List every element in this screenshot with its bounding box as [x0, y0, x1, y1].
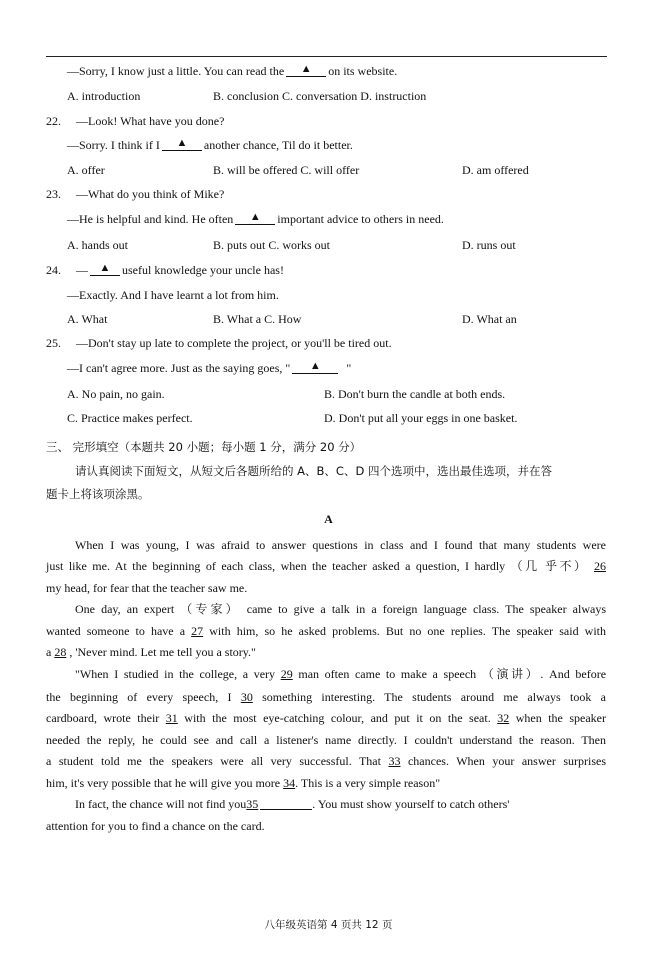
page-footer: 八年级英语第 4 页共 12 页	[264, 919, 393, 931]
q22-option-a: A. offer	[67, 163, 105, 177]
passage-p4-line2: attention for you to find a chance on the card.	[46, 819, 265, 833]
passage-p2-line3: a 28 , 'Never mind. Let me tell you a story."	[46, 645, 256, 659]
q25-line2: —I can't agree more. Just as the saying goes, " ▲ "	[67, 360, 352, 375]
blank-underline	[260, 797, 312, 810]
blank-number-29: 29	[280, 667, 293, 681]
q22-line1: —Look! What have you done?	[76, 114, 225, 128]
passage-p3-line4: needed the reply, he could see and call a listener's name directly. I couldn't understand the reason. Then	[46, 733, 606, 747]
q21-option-bcd: B. conclusion C. conversation D. instruction	[213, 89, 427, 103]
blank-number-33: 33	[388, 754, 401, 768]
passage-p3-line5: a student told me the speakers were all very successful. That 33 chances. When your answer surprises	[46, 754, 607, 768]
q24-option-d: D. What an	[462, 312, 517, 326]
q23-option-bc: B. puts out C. works out	[213, 238, 331, 252]
q24-option-a: A. What	[67, 312, 108, 326]
q22-number: 22.	[46, 114, 61, 128]
blank-number-31: 31	[165, 711, 178, 725]
blank-number-26: 26	[594, 559, 606, 573]
q23-number: 23.	[46, 187, 61, 201]
answer-blank: ▲	[292, 361, 338, 374]
blank-number-27: 27	[191, 624, 204, 638]
passage-p3-line6: him, it's very possible that he will give you more 34. This is a very simple reason"	[46, 776, 441, 790]
q25-option-d: D. Don't put all your eggs in one basket.	[324, 411, 518, 425]
q22-option-d: D. am offered	[462, 163, 529, 177]
q24-number: 24.	[46, 263, 61, 277]
section-instructions-line2: 题卡上将该项涂黑。	[46, 487, 150, 501]
q23-line2: —He is helpful and kind. He often ▲ important advice to others in need.	[67, 211, 444, 226]
section-instructions-line1: 请认真阅读下面短文，从短文后各题所给的 A、B、C、D 四个选项中，选出最佳选项，并在答	[75, 464, 552, 478]
passage-p2-line1: One day, an expert （专家） came to give a talk in a foreign language class. The speaker always	[75, 602, 606, 616]
q23-option-d: D. runs out	[462, 238, 516, 252]
passage-p1-line3: my head, for fear that the teacher saw me.	[46, 581, 248, 595]
blank-number-28: 28	[54, 645, 67, 659]
passage-p1-line1: When I was young, I was afraid to answer questions in class and I found that many students were	[75, 538, 606, 552]
passage-p4-line1: In fact, the chance will not find you35 . You must show yourself to catch others'	[75, 797, 510, 811]
q25-option-a: A. No pain, no gain.	[67, 387, 165, 401]
blank-number-30: 30	[240, 690, 253, 704]
q22-line2: —Sorry. I think if I ▲ another chance, Til do it better.	[67, 137, 353, 152]
q25-option-b: B. Don't burn the candle at both ends.	[324, 387, 506, 401]
q24-option-bc: B. What a C. How	[213, 312, 302, 326]
q23-option-a: A. hands out	[67, 238, 128, 252]
q25-number: 25.	[46, 336, 61, 350]
q24-line2: —Exactly. And I have learnt a lot from him.	[67, 288, 279, 302]
blank-number-32: 32	[497, 711, 510, 725]
passage-p3-line3: cardboard, wrote their 31 with the most eye-catching colour, and put it on the seat. 32 when the speaker	[46, 711, 606, 725]
passage-p3-line1: "When I studied in the college, a very 29 man often came to make a speech （演讲）. And before	[75, 667, 607, 681]
passage-p1-line2: just like me. At the beginning of each class, when the teacher asked a question, I hardly （几 乎不） 26	[46, 559, 606, 573]
passage-p3-line2: the beginning of every speech, I 30 something interesting. The students around me always took a	[46, 690, 606, 704]
q22-option-bc: B. will be offered C. will offer	[213, 163, 360, 177]
blank-number-35: 35	[246, 797, 259, 811]
q25-line1: —Don't stay up late to complete the project, or you'll be tired out.	[76, 336, 392, 350]
section-heading: 三、 完形填空（本题共 20 小题；每小题 1 分，满分 20 分）	[46, 440, 362, 454]
blank-number-34: 34	[283, 776, 296, 790]
answer-blank: ▲	[286, 64, 326, 77]
q21-option-a: A. introduction	[67, 89, 141, 103]
q25-option-c: C. Practice makes perfect.	[67, 411, 193, 425]
q24-line1: — ▲ useful knowledge your uncle has!	[76, 262, 284, 277]
answer-blank: ▲	[90, 263, 120, 276]
q23-line1: —What do you think of Mike?	[76, 187, 225, 201]
header-rule	[46, 56, 607, 57]
q21-line: —Sorry, I know just a little. You can read the ▲ on its website.	[67, 63, 398, 78]
answer-blank: ▲	[235, 212, 275, 225]
passage-p2-line2: wanted someone to have a 27 with him, so he asked problems. But no one replies. The speaker said with	[46, 624, 607, 638]
answer-blank: ▲	[162, 138, 202, 151]
passage-title: A	[324, 512, 333, 526]
